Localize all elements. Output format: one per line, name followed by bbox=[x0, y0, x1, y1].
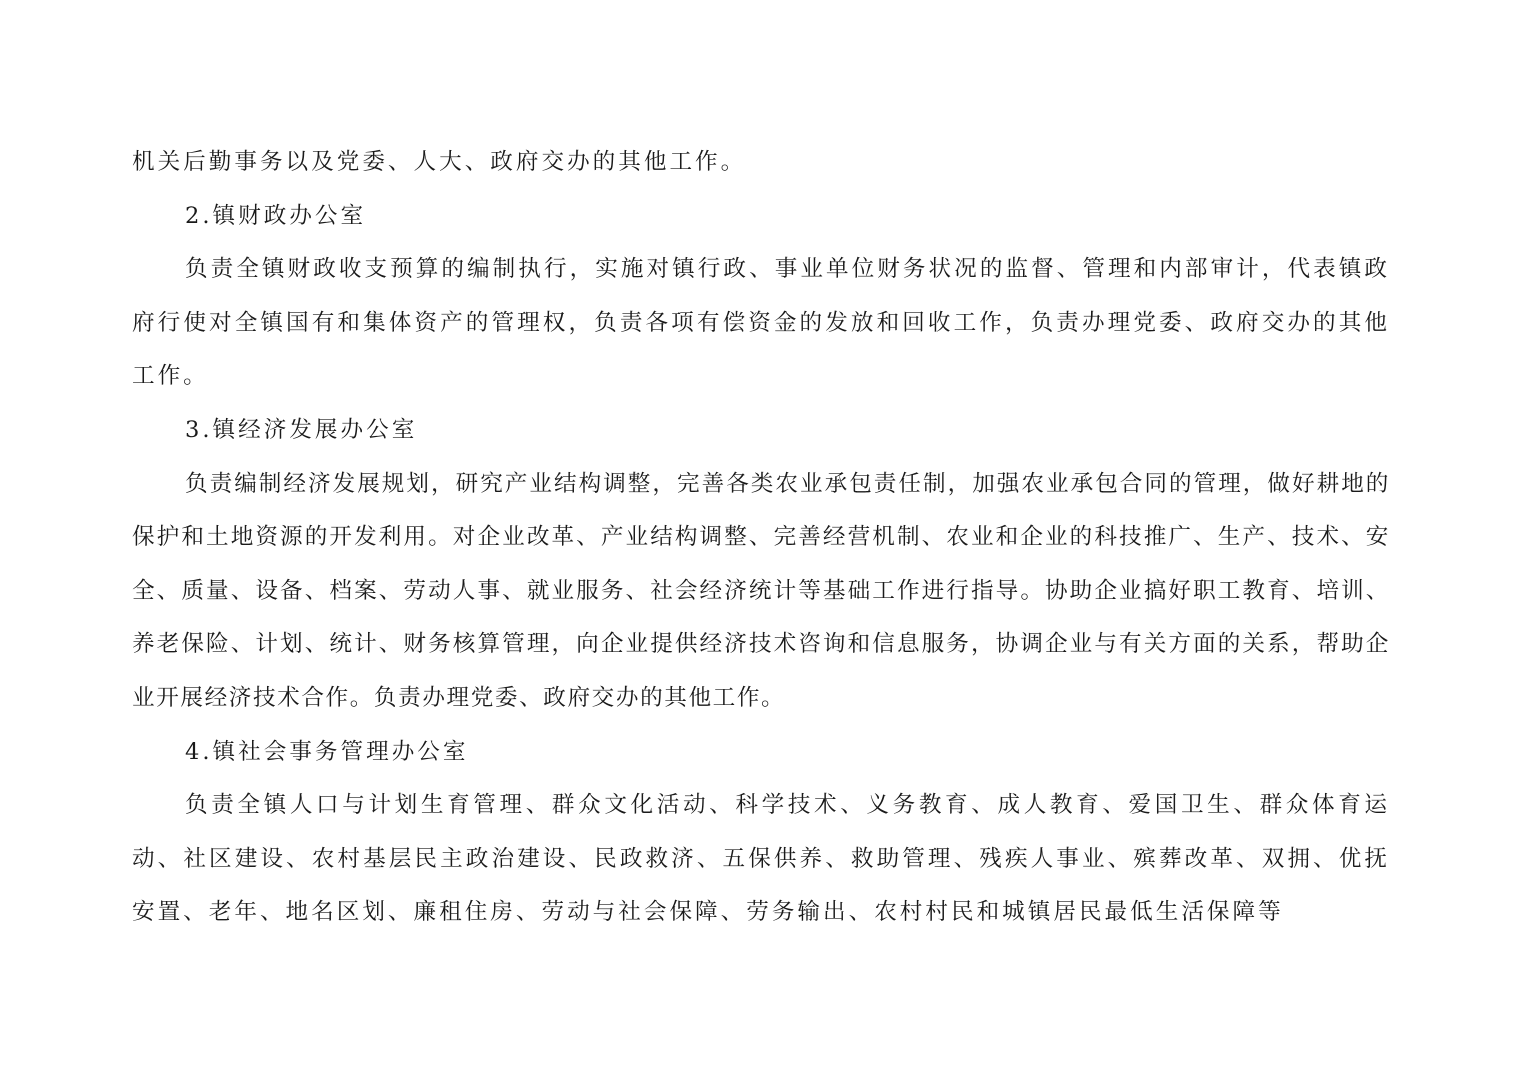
document-body bbox=[132, 136, 1390, 940]
paragraph-finance-office: 负责全镇财政收支预算的编制执行，实施对镇行政、事业单位财务状况的监督、管理和内部审计，代表镇政府行使对全镇国有和集体资产的管理权，负责各项有偿资金的发放和回收工作，负责办理党委、政府交办的其他工作。 bbox=[132, 256, 1390, 390]
section-heading-social-affairs-office: 4.镇社会事务管理办公室 bbox=[185, 738, 469, 765]
section-heading-finance-office: 2.镇财政办公室 bbox=[185, 202, 367, 229]
paragraph-continuation: 机关后勤事务以及党委、人大、政府交办的其他工作。 bbox=[132, 149, 747, 175]
paragraph-economic-office: 负责编制经济发展规划，研究产业结构调整，完善各类农业承包责任制，加强农业承包合同的管理，做好耕地的保护和土地资源的开发利用。对企业改革、产业结构调整、完善经营机制、农业和企业的科技推广、生产、技术、安全、质量、设备、档案、劳动人事、就业服务、社会经济统计等基础工作进行指导。协助企业搞好职工教育、培训、养老保险、计划、统计、财务核算管理，向企业提供经济技术咨询和信息服务，协调企业与有关方面的关系，帮助企业开展经济技术合作。负责办理党委、政府交办的其他工作。 bbox=[132, 470, 1390, 711]
section-heading-economic-office: 3.镇经济发展办公室 bbox=[185, 416, 418, 443]
paragraph-social-affairs-office: 负责全镇人口与计划生育管理、群众文化活动、科学技术、义务教育、成人教育、爱国卫生、群众体育运动、社区建设、农村基层民主政治建设、民政救济、五保供养、救助管理、残疾人事业、殡葬改革、双拥、优抚安置、老年、地名区划、廉租住房、劳动与社会保障、劳务输出、农村村民和城镇居民最低生活保障等 bbox=[132, 792, 1390, 926]
